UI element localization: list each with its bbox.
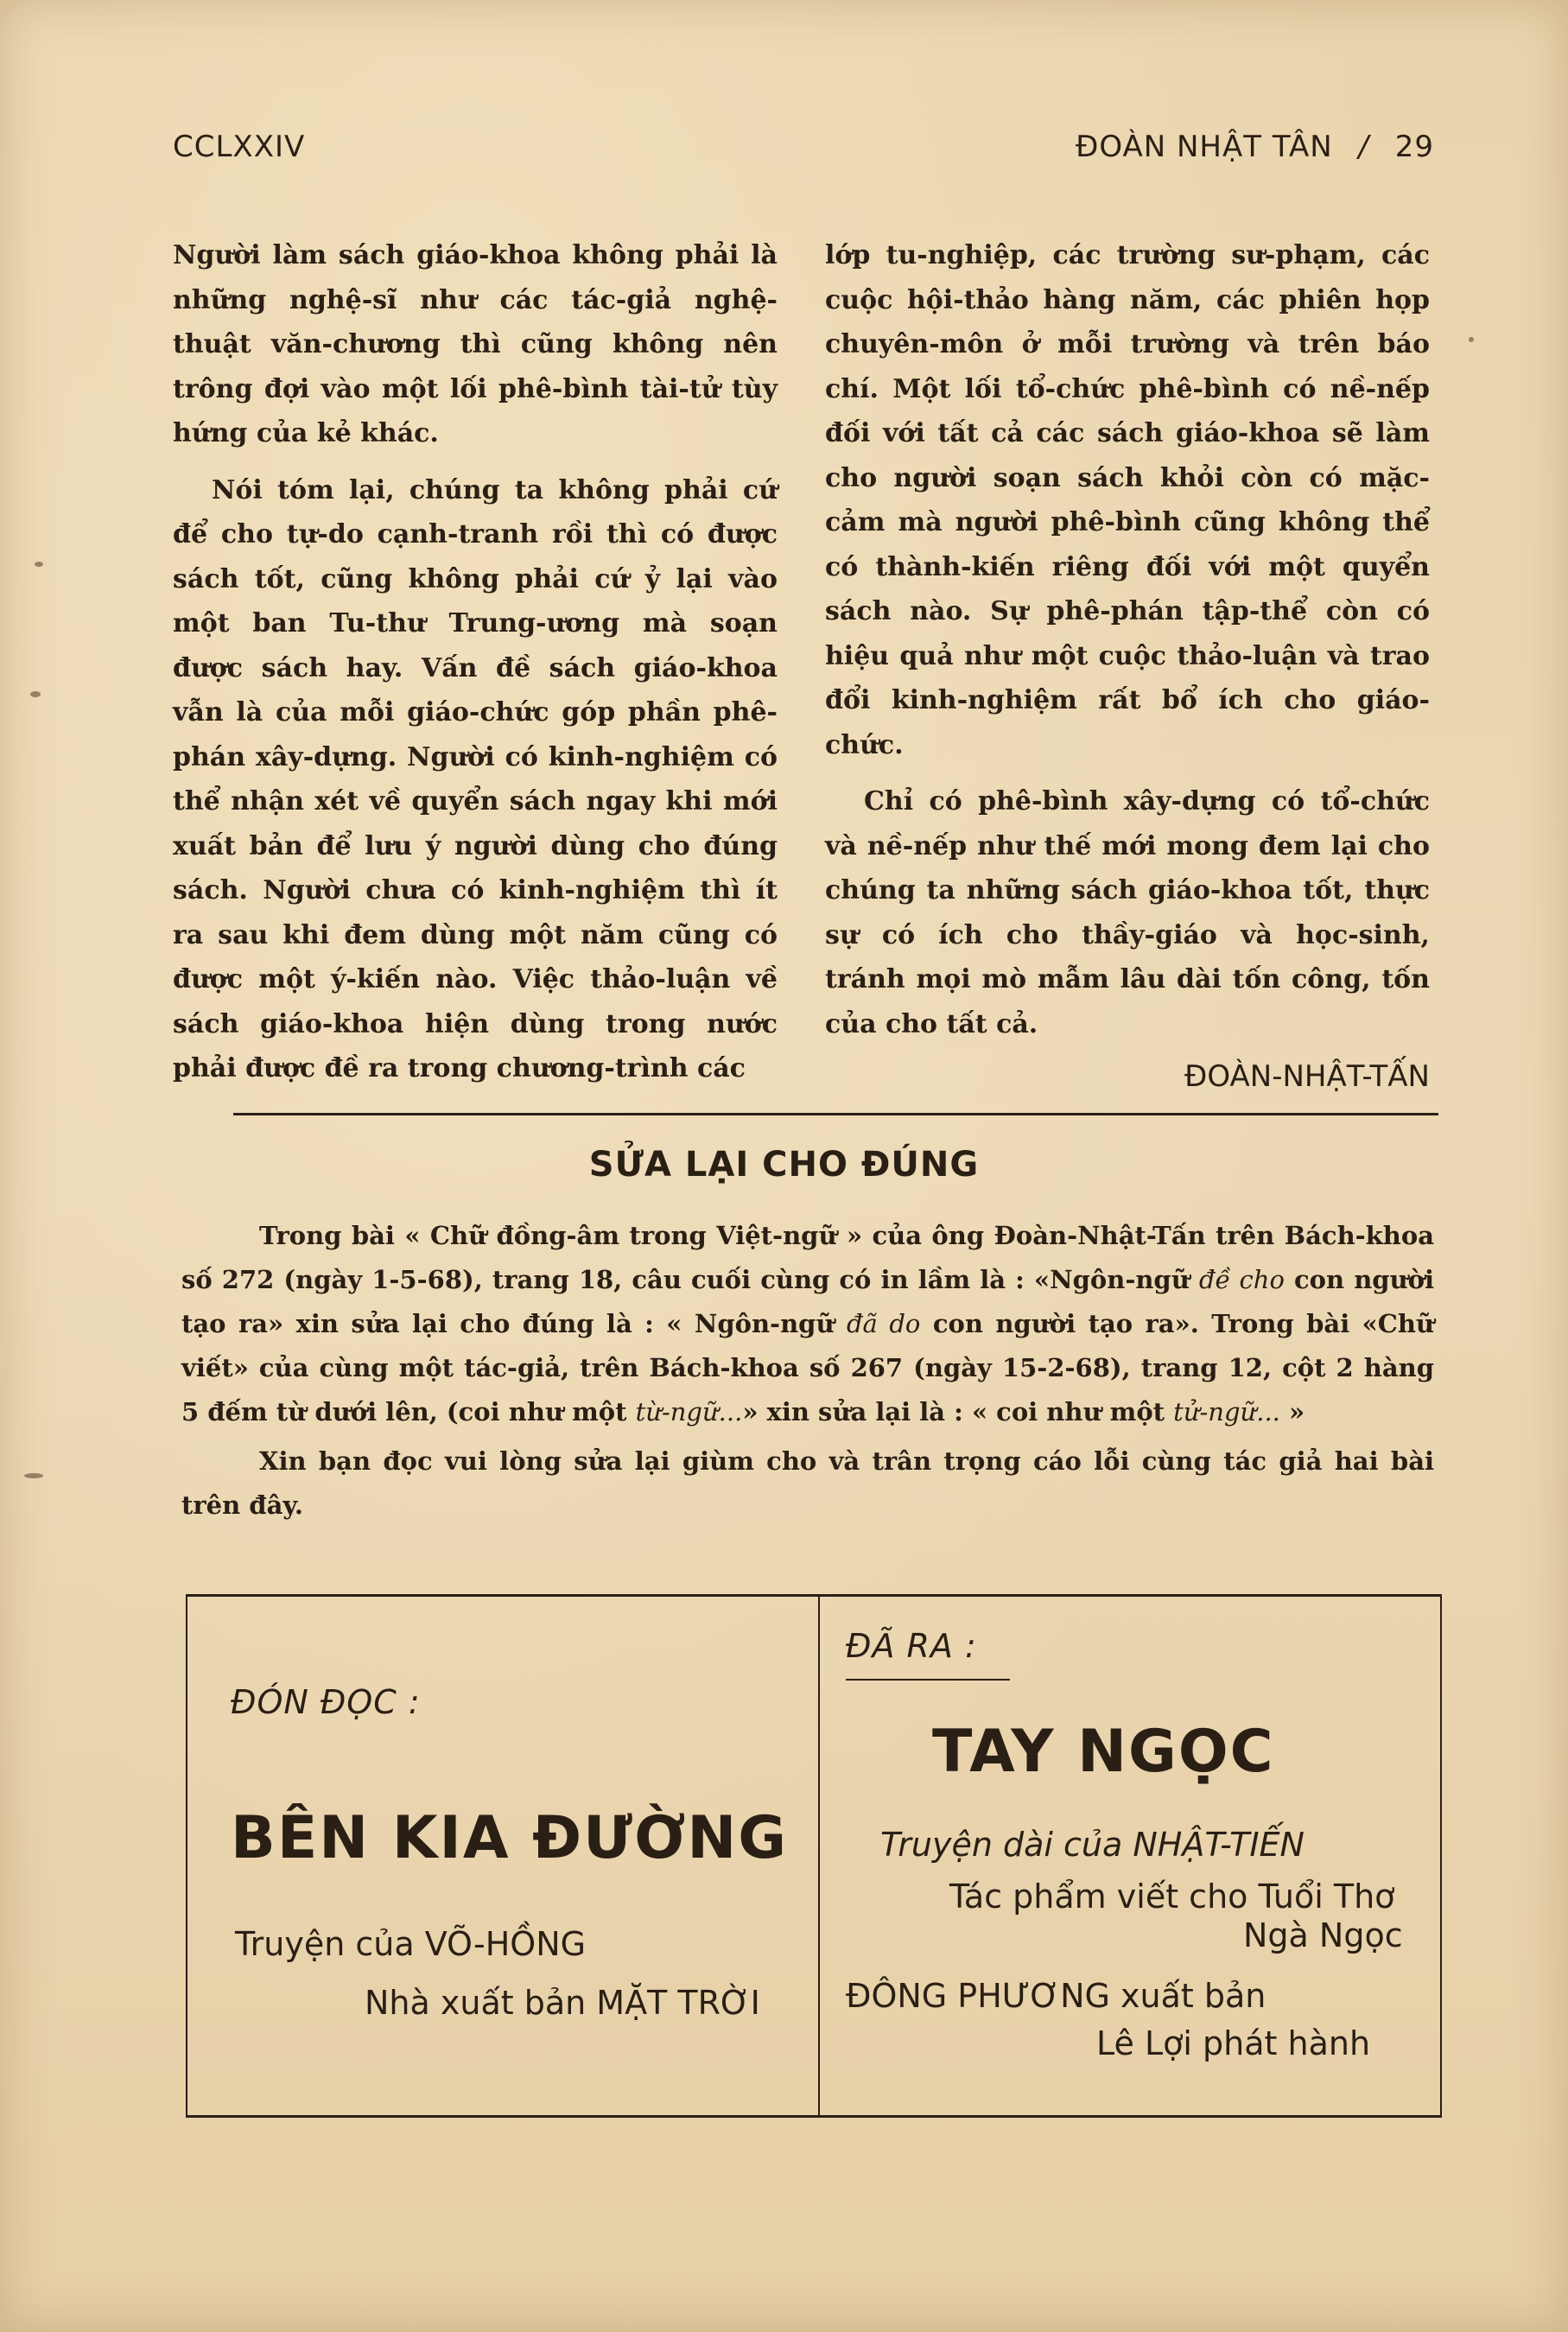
article-column-left — [173, 233, 778, 1091]
paper-speck — [1469, 337, 1474, 342]
paper-speck — [30, 691, 41, 697]
correction-italic: từ-ngữ... — [635, 1397, 743, 1427]
correction-text: con người tạo ra». Trong bài «Chữ viết» của cùng một tác-giả, trên Bách-khoa số 267 (ngày 15-2-68), trang 12, cột 2 hàng 5 đếm từ dưới lên, (coi như một — [181, 1309, 1435, 1427]
correction-text: » — [1279, 1397, 1305, 1427]
issue-number: CCLXXIV — [173, 130, 306, 164]
running-header — [1076, 130, 1434, 164]
ad-kicker-underline — [846, 1679, 1010, 1681]
paper-speck — [24, 1473, 43, 1478]
paper-speck — [35, 562, 43, 567]
correction-text: con người tạo ra» xin sửa lại cho đúng là : « Ngôn-ngữ — [181, 1265, 1435, 1338]
ad-publisher-line: Nhà xuất bản MẶT TRỜI — [365, 1984, 760, 2022]
running-title: ĐOÀN NHẬT TÂN — [1075, 130, 1333, 164]
ad-author-line: Truyện của VÕ-HỒNG — [235, 1925, 587, 1963]
article-body — [173, 233, 1434, 1115]
header-separator: / — [1358, 130, 1369, 164]
ad-author-line: Truyện dài của NHẬT-TIẾN — [880, 1826, 1305, 1864]
correction-italic: đã do — [846, 1309, 921, 1338]
article-paragraph: Nói tóm lại, chúng ta không phải cứ để cho tự-do cạnh-tranh rồi thì có được sách tốt, cũng không phải cứ ỷ lại vào một ban Tu-thư Trung-ương mà soạn được sách hay. Vấn đề sách giáo-khoa vẫn là của mỗi giáo-chức góp phần phê-phán xây-dựng. Người có kinh-nghiệm có thể nhận xét về quyển sách ngay khi mới xuất bản để lưu ý người dùng cho đúng sách. Người chưa có kinh-nghiệm thì ít ra sau khi đem dùng một năm cũng có được một ý-kiến nào. Việc thảo-luận về sách giáo-khoa hiện dùng trong nước phải được đề ra trong chương-trình các — [173, 474, 778, 1083]
ad-distributor-line: Lê Lợi phát hành — [1096, 2024, 1371, 2062]
ad-divider — [818, 1597, 820, 2115]
correction-paragraph — [181, 1214, 1434, 1434]
correction-italic: tử-ngữ... — [1173, 1397, 1280, 1427]
correction-text: Trong bài « Chữ đồng-âm trong Việt-ngữ » của ông Đoàn-Nhật-Tấn trên Bách-khoa số 272 (ngày 1-5-68), trang 18, câu cuối cùng có in lầm là : «Ngôn-ngữ — [181, 1221, 1434, 1294]
page-number: 29 — [1394, 130, 1434, 164]
article-column-right — [825, 233, 1430, 1100]
ad-book-title: TAY NGỌC — [932, 1718, 1275, 1786]
correction-italic: đề cho — [1198, 1265, 1285, 1294]
article-paragraph: Chỉ có phê-bình xây-dựng có tổ-chức và nề-nếp như thế mới mong đem lại cho chúng ta những sách giáo-khoa tốt, thực sự có ích cho thầy-giáo và học-sinh, tránh mọi mò mẫm lâu dài tốn công, tốn của cho tất cả. — [825, 786, 1430, 1039]
article-paragraph: Người làm sách giáo-khoa không phải là những nghệ-sĩ như các tác-giả nghệ-thuật văn-chương thì cũng không nên trông đợi vào một lối phê-bình tài-tử tùy hứng của kẻ khác. — [173, 240, 778, 448]
ad-kicker: ĐÃ RA : — [846, 1627, 977, 1665]
correction-apology: Xin bạn đọc vui lòng sửa lại giùm cho và trân trọng cáo lỗi cùng tác giả hai bài trên đây. — [181, 1446, 1434, 1520]
correction-body — [181, 1214, 1434, 1528]
correction-title: SỬA LẠI CHO ĐÚNG — [588, 1145, 980, 1185]
ad-publisher-line: ĐÔNG PHƯƠNG xuất bản — [846, 1977, 1266, 2015]
ad-award-line: Tác phẩm viết cho Tuổi Thơ — [949, 1878, 1395, 1916]
section-divider — [233, 1113, 1438, 1115]
advertisement-box — [186, 1594, 1442, 2118]
correction-text: » xin sửa lại là : « coi như một — [742, 1397, 1174, 1427]
ad-book-title: BÊN KIA ĐƯỜNG — [231, 1804, 789, 1872]
ad-kicker: ĐÓN ĐỌC : — [231, 1683, 421, 1721]
article-paragraph: lớp tu-nghiệp, các trường sư-phạm, các cuộc hội-thảo hàng năm, các phiên họp chuyên-môn ở mỗi trường và trên báo chí. Một lối tổ-chức phê-bình có nề-nếp đối với tất cả các sách giáo-khoa sẽ làm cho người soạn sách khỏi còn có mặc-cảm mà người phê-bình cũng không thể có thành-kiến riêng đối với một quyển sách nào. Sự phê-phán tập-thể còn có hiệu quả như một cuộc thảo-luận và trao đổi kinh-nghiệm rất bổ ích cho giáo-chức. — [825, 240, 1430, 760]
author-signature: ĐOÀN-NHẬT-TẤN — [1184, 1059, 1430, 1094]
ad-award-line: Ngà Ngọc — [1243, 1916, 1403, 1954]
page-header — [173, 130, 1434, 173]
